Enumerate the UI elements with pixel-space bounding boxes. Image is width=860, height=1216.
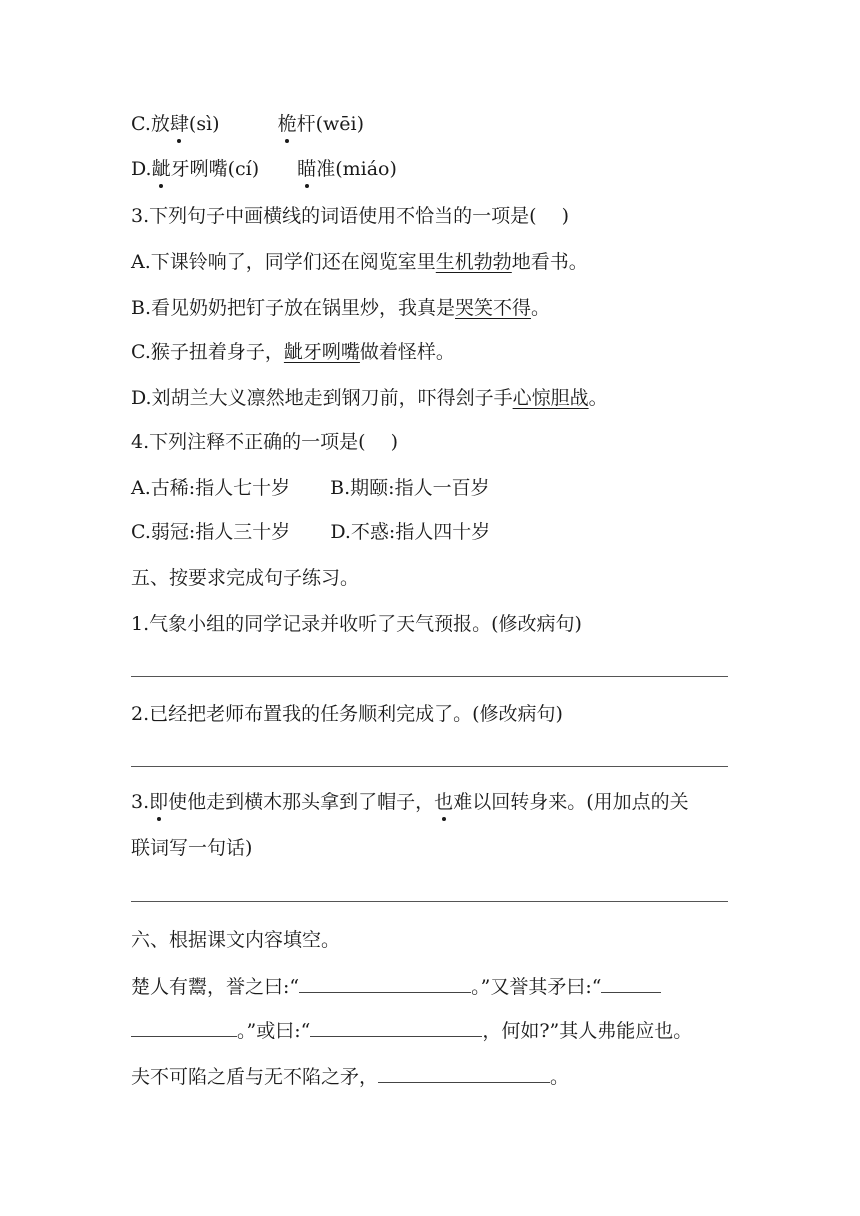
s6-line-2 [131,1016,692,1044]
q2-option-c [131,110,364,138]
q4-option-a: A.古稀:指人七十岁 [131,477,291,499]
s6-text-1: 楚人有鬻，誉之曰:“ [131,976,300,998]
s6-text-4: ，何如?”其人弗能应也。 [482,1020,693,1042]
s5-q3-dotted-char-1: 即 [149,788,168,816]
blank-3[interactable] [310,1016,482,1037]
q2-d-prefix: D. [131,158,152,180]
s5-question-3 [131,788,689,816]
q2-option-d [131,155,397,183]
q2-c-pinyin: (sì) [188,113,220,135]
s6-line-3 [131,1062,569,1090]
s5-q1-answer-line[interactable] [131,676,728,677]
q2-d2-dotted-char: 瞄 [297,155,316,183]
q3-a-text: A.下课铃响了，同学们还在阅览室里 [131,251,436,273]
q3-option-a [131,248,588,276]
blank-4[interactable] [378,1062,550,1083]
q3-c-end: 做着怪样。 [359,341,455,363]
q3-b-text: B.看见奶奶把钉子放在锅里炒，我真是 [131,297,456,319]
s5-question-3-cont: 联词写一句话) [131,837,253,859]
s6-text-5: 夫不可陷之盾与无不陷之矛， [131,1066,379,1088]
q2-c-prefix: C.放 [131,113,170,135]
q4-stem: 4.下列注释不正确的一项是( ) [131,431,398,453]
q3-option-d [131,384,608,412]
q2-c2-rest: 杆(wēi) [296,113,365,135]
q2-d2-rest: 准(miáo) [316,158,397,180]
blank-2-start[interactable] [601,972,661,993]
q2-d-dotted-char: 龇 [152,155,171,183]
q4-option-c: C.弱冠:指人三十岁 [131,521,291,543]
q3-option-c [131,338,455,366]
q3-d-underlined: 心惊胆战 [512,387,589,409]
q3-stem: 3.下列句子中画横线的词语使用不恰当的一项是( ) [131,205,569,227]
q3-b-end: 。 [531,297,551,319]
s5-q2-answer-line[interactable] [131,766,728,767]
q3-option-b [131,294,550,322]
q3-a-end: 地看书。 [511,251,588,273]
s5-q3-instruction: 难以回转身来。(用加点的关 [453,791,689,813]
q4-row-ab [131,474,490,502]
q2-c2-dotted-char: 桅 [278,110,297,138]
q3-b-underlined: 哭笑不得 [455,297,532,319]
blank-2-end[interactable] [131,1016,237,1037]
q3-d-end: 。 [588,387,608,409]
s5-question-2: 2.已经把老师布置我的任务顺利完成了。(修改病句) [131,703,563,725]
s6-line-1 [131,972,661,1000]
q4-row-cd [131,518,490,546]
q2-d-rest: 牙咧嘴(cí) [170,158,260,180]
s5-q3-text: 使他走到横木那头拿到了帽子， [168,791,435,813]
blank-1[interactable] [299,972,471,993]
s6-text-6: 。 [550,1066,570,1088]
q2-c-dotted-char: 肆 [170,110,189,138]
q3-c-text: C.猴子扭着身子， [131,341,284,363]
q4-option-b: B.期颐:指人一百岁 [330,477,490,499]
q3-c-underlined: 龇牙咧嘴 [283,341,360,363]
s5-q3-number: 3. [131,791,150,813]
s6-text-2: 。”又誉其矛曰:“ [471,976,602,998]
s5-q3-answer-line[interactable] [131,901,728,902]
q4-option-d: D.不惑:指人四十岁 [330,521,491,543]
section-6-title: 六、根据课文内容填空。 [131,929,341,951]
q3-a-underlined: 生机勃勃 [435,251,512,273]
s6-text-3: 。”或曰:“ [237,1020,311,1042]
s5-question-1: 1.气象小组的同学记录并收听了天气预报。(修改病句) [131,613,582,635]
section-5-title: 五、按要求完成句子练习。 [131,567,360,589]
s5-q3-dotted-char-2: 也 [434,788,453,816]
q3-d-text: D.刘胡兰大义凛然地走到钢刀前，吓得刽子手 [131,387,513,409]
